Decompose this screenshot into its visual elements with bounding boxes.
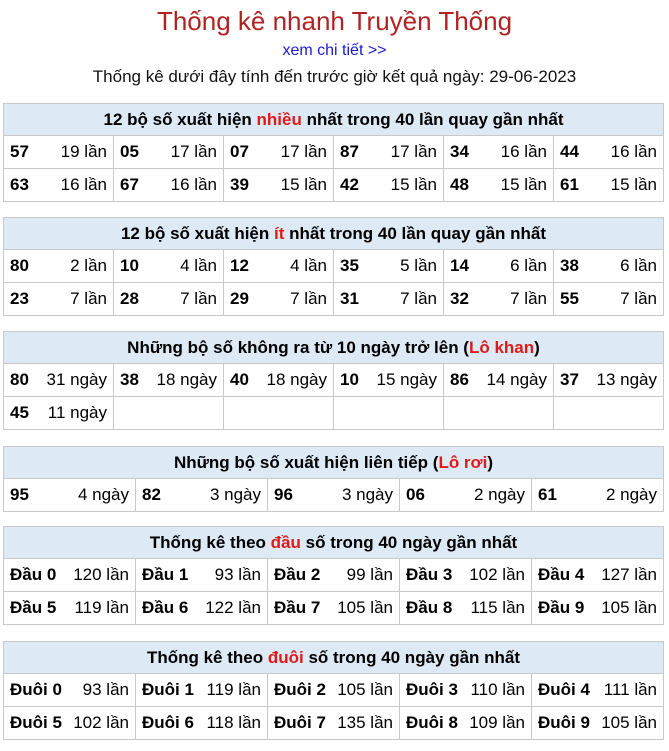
stat-key: 42 xyxy=(340,175,359,194)
stat-cell xyxy=(444,169,554,202)
stat-key: 80 xyxy=(10,370,29,389)
stat-count: 122 lần xyxy=(205,598,261,617)
stat-key: 32 xyxy=(450,289,469,308)
stat-cell xyxy=(334,397,444,430)
stat-key: 95 xyxy=(10,485,29,504)
stat-key: 61 xyxy=(560,175,579,194)
table-row xyxy=(4,250,664,283)
stat-count: 109 lần xyxy=(469,713,525,732)
stat-count: 102 lần xyxy=(73,713,129,732)
stat-key: 39 xyxy=(230,175,249,194)
stat-key: 12 xyxy=(230,256,249,275)
stat-key: Đầu 9 xyxy=(538,598,585,617)
stat-key: Đuôi 6 xyxy=(142,713,194,732)
stat-cell xyxy=(4,397,114,430)
stat-key: Đầu 8 xyxy=(406,598,453,617)
most-frequent-header: 12 bộ số xuất hiện nhiều nhất trong 40 lần quay gần nhất xyxy=(4,104,664,136)
stat-cell xyxy=(4,283,114,316)
table-row xyxy=(4,559,664,592)
stat-key: 38 xyxy=(560,256,579,275)
stat-count: 15 lần xyxy=(390,175,437,194)
table-row xyxy=(4,479,664,512)
duoi-header: Thống kê theo đuôi số trong 40 ngày gần nhất xyxy=(4,642,664,674)
stat-key: 82 xyxy=(142,485,161,504)
stat-key: Đuôi 5 xyxy=(10,713,62,732)
stat-cell xyxy=(224,136,334,169)
stat-key: 55 xyxy=(560,289,579,308)
stat-count: 6 lần xyxy=(620,256,657,275)
lo-khan-table xyxy=(3,331,664,430)
stat-key: 10 xyxy=(340,370,359,389)
stat-cell xyxy=(114,397,224,430)
stat-count: 19 lần xyxy=(60,142,107,161)
stat-cell xyxy=(114,169,224,202)
stat-count: 7 lần xyxy=(620,289,657,308)
stat-key: 61 xyxy=(538,485,557,504)
stat-cell xyxy=(4,136,114,169)
stat-cell xyxy=(4,674,136,707)
stat-cell xyxy=(224,364,334,397)
stat-count: 110 lần xyxy=(470,680,525,699)
stat-key: 14 xyxy=(450,256,469,275)
stat-key: 37 xyxy=(560,370,579,389)
stat-cell xyxy=(4,592,136,625)
lo-khan-header: Những bộ số không ra từ 10 ngày trở lên (Lô khan) xyxy=(4,332,664,364)
stat-count: 2 lần xyxy=(70,256,107,275)
stat-cell xyxy=(532,559,664,592)
stat-cell xyxy=(4,250,114,283)
stat-cell xyxy=(4,169,114,202)
stat-count: 11 ngày xyxy=(47,403,107,422)
stat-count: 6 lần xyxy=(510,256,547,275)
stat-cell xyxy=(444,283,554,316)
stat-key: Đuôi 3 xyxy=(406,680,458,699)
stat-cell xyxy=(136,707,268,740)
stat-key: 28 xyxy=(120,289,139,308)
stat-count: 15 lần xyxy=(280,175,327,194)
stat-count: 120 lần xyxy=(73,565,129,584)
stat-count: 4 lần xyxy=(290,256,327,275)
stat-count: 93 lần xyxy=(214,565,261,584)
stat-count: 118 lần xyxy=(206,713,261,732)
stat-count: 135 lần xyxy=(337,713,393,732)
stat-key: Đầu 7 xyxy=(274,598,321,617)
stat-cell xyxy=(114,283,224,316)
table-row xyxy=(4,592,664,625)
page-title: Thống kê nhanh Truyền Thống xyxy=(156,6,513,36)
stat-key: Đuôi 9 xyxy=(538,713,590,732)
stat-cell xyxy=(136,674,268,707)
stat-cell xyxy=(554,136,664,169)
stat-cell xyxy=(268,479,400,512)
stat-count: 105 lần xyxy=(601,598,657,617)
stat-count: 13 ngày xyxy=(596,370,657,389)
stat-cell xyxy=(444,364,554,397)
stat-cell xyxy=(554,250,664,283)
stat-cell xyxy=(444,250,554,283)
stat-count: 14 ngày xyxy=(486,370,547,389)
lo-roi-header: Những bộ số xuất hiện liên tiếp (Lô rơi) xyxy=(4,447,664,479)
stat-cell xyxy=(136,559,268,592)
stat-cell xyxy=(554,283,664,316)
stat-cell xyxy=(334,169,444,202)
stat-count: 93 lần xyxy=(82,680,129,699)
stat-key: 87 xyxy=(340,142,359,161)
stat-count: 127 lần xyxy=(601,565,657,584)
stat-key: 86 xyxy=(450,370,469,389)
stat-cell xyxy=(532,592,664,625)
stat-cell xyxy=(532,707,664,740)
stat-cell xyxy=(224,250,334,283)
stat-count: 99 lần xyxy=(346,565,393,584)
stat-count: 3 ngày xyxy=(209,485,261,504)
table-row xyxy=(4,169,664,202)
stat-count: 119 lần xyxy=(206,680,261,699)
stat-key: Đầu 4 xyxy=(538,565,585,584)
stat-key: 31 xyxy=(340,289,359,308)
stat-key: Đầu 1 xyxy=(142,565,189,584)
stat-count: 105 lần xyxy=(337,680,393,699)
stat-count: 7 lần xyxy=(290,289,327,308)
stat-cell xyxy=(444,397,554,430)
stat-count: 102 lần xyxy=(469,565,525,584)
stat-count: 4 lần xyxy=(180,256,217,275)
stat-key: 35 xyxy=(340,256,359,275)
stat-cell xyxy=(334,136,444,169)
stat-key: 05 xyxy=(120,142,139,161)
stat-cell xyxy=(114,250,224,283)
stat-count: 18 ngày xyxy=(156,370,217,389)
stat-count: 16 lần xyxy=(500,142,547,161)
stat-cell xyxy=(136,479,268,512)
dau-header: Thống kê theo đầu số trong 40 ngày gần nhất xyxy=(4,527,664,559)
stat-cell xyxy=(268,559,400,592)
stat-count: 7 lần xyxy=(510,289,547,308)
stat-cell xyxy=(224,169,334,202)
stat-count: 17 lần xyxy=(170,142,217,161)
stat-cell xyxy=(532,674,664,707)
stat-count: 111 lần xyxy=(603,680,657,699)
stat-cell xyxy=(268,592,400,625)
stat-count: 16 lần xyxy=(610,142,657,161)
stat-count: 15 ngày xyxy=(376,370,437,389)
stat-key: 96 xyxy=(274,485,293,504)
stat-key: Đuôi 2 xyxy=(274,680,326,699)
stat-count: 15 lần xyxy=(500,175,547,194)
stat-count: 119 lần xyxy=(74,598,129,617)
stat-cell xyxy=(532,479,664,512)
stat-cell xyxy=(268,674,400,707)
stat-key: 06 xyxy=(406,485,425,504)
stat-count: 7 lần xyxy=(180,289,217,308)
stat-key: 63 xyxy=(10,175,29,194)
stat-cell xyxy=(334,283,444,316)
stat-count: 18 ngày xyxy=(266,370,327,389)
stat-count: 5 lần xyxy=(400,256,437,275)
stat-count: 31 ngày xyxy=(46,370,107,389)
stat-cell xyxy=(4,479,136,512)
stat-key: 29 xyxy=(230,289,249,308)
stat-cell xyxy=(400,559,532,592)
stat-key: Đuôi 4 xyxy=(538,680,590,699)
stat-key: 57 xyxy=(10,142,29,161)
stat-key: 23 xyxy=(10,289,29,308)
stat-count: 15 lần xyxy=(610,175,657,194)
stat-cell xyxy=(268,707,400,740)
stat-count: 3 ngày xyxy=(341,485,393,504)
stat-count: 16 lần xyxy=(60,175,107,194)
stat-count: 7 lần xyxy=(70,289,107,308)
view-details-link[interactable]: xem chi tiết >> xyxy=(282,42,387,59)
stat-count: 2 ngày xyxy=(473,485,525,504)
stat-count: 105 lần xyxy=(601,713,657,732)
stat-key: 67 xyxy=(120,175,139,194)
stat-key: Đầu 0 xyxy=(10,565,57,584)
stat-cell xyxy=(400,479,532,512)
stat-key: 34 xyxy=(450,142,469,161)
dau-table xyxy=(3,526,664,625)
table-row xyxy=(4,283,664,316)
table-row xyxy=(4,136,664,169)
stat-key: 80 xyxy=(10,256,29,275)
most-frequent-table xyxy=(3,103,664,202)
stat-cell xyxy=(114,364,224,397)
stat-count: 17 lần xyxy=(280,142,327,161)
stat-cell xyxy=(444,136,554,169)
stat-key: Đuôi 8 xyxy=(406,713,458,732)
stat-cell xyxy=(114,136,224,169)
stat-cell xyxy=(400,592,532,625)
stat-key: Đầu 3 xyxy=(406,565,453,584)
stat-count: 17 lần xyxy=(390,142,437,161)
stat-cell xyxy=(224,283,334,316)
stat-count: 2 ngày xyxy=(605,485,657,504)
stat-cell xyxy=(400,707,532,740)
stat-key: 44 xyxy=(560,142,579,161)
stat-cell xyxy=(334,250,444,283)
table-row xyxy=(4,707,664,740)
lo-roi-table xyxy=(3,446,664,512)
stat-count: 105 lần xyxy=(337,598,393,617)
table-row xyxy=(4,364,664,397)
least-frequent-header: 12 bộ số xuất hiện ít nhất trong 40 lần quay gần nhất xyxy=(4,218,664,250)
duoi-table xyxy=(3,641,664,740)
stat-count: 4 ngày xyxy=(77,485,129,504)
stat-key: Đầu 2 xyxy=(274,565,321,584)
table-row xyxy=(4,674,664,707)
stat-cell xyxy=(334,364,444,397)
page-subtitle: Thống kê dưới đây tính đến trước giờ kết quả ngày: 29-06-2023 xyxy=(92,67,577,86)
stat-key: 40 xyxy=(230,370,249,389)
table-row xyxy=(4,397,664,430)
stat-count: 16 lần xyxy=(170,175,217,194)
stat-key: 48 xyxy=(450,175,469,194)
stat-cell xyxy=(554,397,664,430)
stat-count: 115 lần xyxy=(470,598,525,617)
stat-key: Đuôi 0 xyxy=(10,680,62,699)
least-frequent-table xyxy=(3,217,664,316)
stat-cell xyxy=(136,592,268,625)
stat-key: Đầu 6 xyxy=(142,598,189,617)
stat-cell xyxy=(4,364,114,397)
stat-key: 07 xyxy=(230,142,249,161)
stat-key: Đầu 5 xyxy=(10,598,57,617)
stat-key: Đuôi 7 xyxy=(274,713,326,732)
stat-key: 38 xyxy=(120,370,139,389)
stat-key: 10 xyxy=(120,256,139,275)
stat-cell xyxy=(400,674,532,707)
stat-cell xyxy=(554,169,664,202)
stat-cell xyxy=(4,559,136,592)
stat-cell xyxy=(4,707,136,740)
stat-cell xyxy=(224,397,334,430)
stat-cell xyxy=(554,364,664,397)
stat-key: 45 xyxy=(10,403,29,422)
stat-key: Đuôi 1 xyxy=(142,680,194,699)
stat-count: 7 lần xyxy=(400,289,437,308)
